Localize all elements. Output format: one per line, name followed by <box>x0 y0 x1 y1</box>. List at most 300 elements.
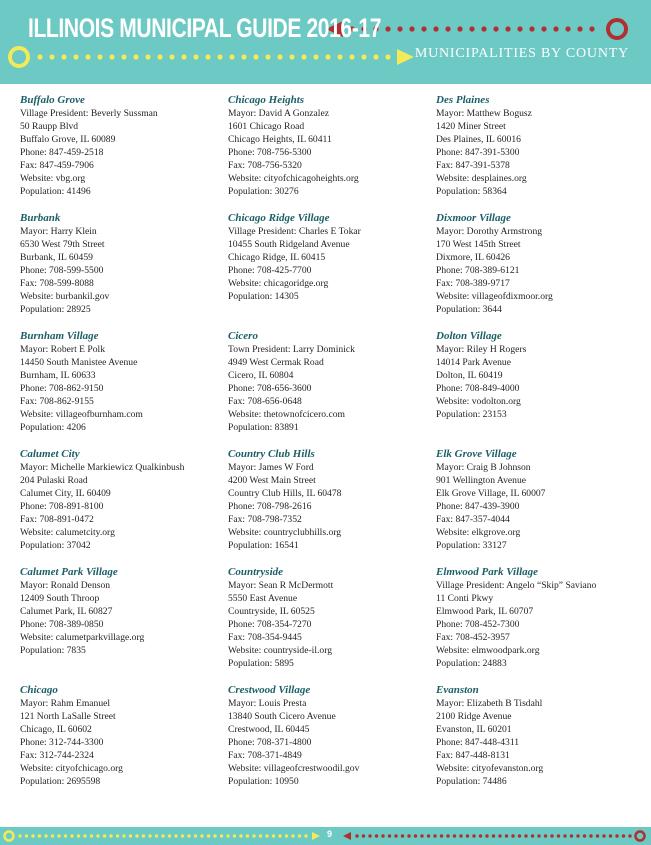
municipality-detail-line: 2100 Ridge Avenue <box>436 711 512 722</box>
municipality-detail-line: Mayor: Craig B Johnson <box>436 462 531 473</box>
municipality-detail-line: 4200 West Main Street <box>228 475 316 486</box>
dot-decoration <box>51 834 54 837</box>
dot-decoration <box>459 834 462 837</box>
page-title: ILLINOIS MUNICIPAL GUIDE 2016-17 <box>28 13 382 43</box>
municipality-detail-line: Website: cityofevanston.org <box>436 763 544 774</box>
municipality-detail-line: Calumet Park, IL 60827 <box>20 606 113 617</box>
municipality-detail-line: Fax: 708-389-9717 <box>436 278 510 289</box>
municipality-detail-line: 1420 Miner Street <box>436 121 506 132</box>
dot-decoration <box>135 834 138 837</box>
page-footer <box>0 827 651 845</box>
municipality-detail-line: Phone: 708-756-5300 <box>228 147 312 158</box>
dot-decoration <box>622 834 625 837</box>
dot-decoration <box>381 834 384 837</box>
dot-decoration <box>553 26 558 31</box>
dot-decoration <box>550 834 553 837</box>
dot-decoration <box>44 834 47 837</box>
dot-decoration <box>466 834 469 837</box>
municipality-detail-line: Burnham, IL 60633 <box>20 370 96 381</box>
municipality-name: Buffalo Grove <box>20 94 85 106</box>
municipality-detail-line: 6530 West 79th Street <box>20 239 105 250</box>
dot-decoration <box>388 834 391 837</box>
municipality-detail-line: Population: 16541 <box>228 540 299 551</box>
municipality-detail-line: Mayor: Dorothy Armstrong <box>436 226 543 237</box>
municipality-entry <box>436 211 641 329</box>
dot-decoration <box>385 54 390 59</box>
yellow-arrow-icon <box>312 832 320 840</box>
dot-decoration <box>169 54 174 59</box>
dot-decoration <box>181 54 186 59</box>
dot-decoration <box>433 834 436 837</box>
municipality-detail-line: Website: cityofchicago.org <box>20 763 123 774</box>
dot-decoration <box>90 834 93 837</box>
municipality-name: Des Plaines <box>436 94 490 106</box>
dot-decoration <box>401 834 404 837</box>
dot-decoration <box>205 54 210 59</box>
municipality-detail-line: Website: vodolton.org <box>436 396 521 407</box>
municipality-name: Burnham Village <box>20 330 99 342</box>
dot-decoration <box>96 834 99 837</box>
dot-decoration <box>73 54 78 59</box>
dot-decoration <box>505 834 508 837</box>
dot-decoration <box>217 54 222 59</box>
municipality-detail-line: Village President: Charles E Tokar <box>228 226 361 237</box>
dot-decoration <box>31 834 34 837</box>
municipality-name: Cicero <box>228 330 258 342</box>
municipality-detail-line: Town President: Larry Dominick <box>228 344 355 355</box>
dot-decoration <box>373 54 378 59</box>
dot-decoration <box>628 834 631 837</box>
municipality-detail-line: Population: 58364 <box>436 186 507 197</box>
municipality-detail-line: 5550 East Avenue <box>228 593 298 604</box>
dot-decoration <box>453 834 456 837</box>
municipality-detail-line: Population: 83891 <box>228 422 299 433</box>
municipality-name: Calumet City <box>20 448 80 460</box>
dot-decoration <box>193 54 198 59</box>
dot-decoration <box>517 26 522 31</box>
dot-decoration <box>85 54 90 59</box>
municipality-detail-line: Population: 28925 <box>20 304 91 315</box>
municipality-detail-line: 204 Pulaski Road <box>20 475 88 486</box>
municipality-detail-line: Phone: 708-862-9150 <box>20 383 104 394</box>
municipality-name: Elmwood Park Village <box>436 566 539 578</box>
municipality-name: Elk Grove Village <box>436 448 517 460</box>
dot-decoration <box>168 834 171 837</box>
municipality-detail-line: Mayor: Ronald Denson <box>20 580 111 591</box>
dot-decoration <box>148 834 151 837</box>
dot-decoration <box>602 834 605 837</box>
municipality-entry <box>20 447 225 565</box>
municipality-detail-line: Mayor: David A Gonzalez <box>228 108 329 119</box>
dot-decoration <box>615 834 618 837</box>
dot-decoration <box>505 26 510 31</box>
municipality-detail-line: Phone: 708-425-7700 <box>228 265 312 276</box>
municipality-detail-line: Website: desplaines.org <box>436 173 527 184</box>
dot-decoration <box>492 834 495 837</box>
municipality-detail-line: Crestwood, IL 60445 <box>228 724 310 735</box>
municipality-detail-line: 12409 South Throop <box>20 593 100 604</box>
dot-decoration <box>355 834 358 837</box>
dot-decoration <box>481 26 486 31</box>
dot-decoration <box>485 834 488 837</box>
red-ring-icon <box>636 832 645 841</box>
dot-decoration <box>57 834 60 837</box>
municipality-detail-line: Mayor: Robert E Polk <box>20 344 106 355</box>
dot-decoration <box>479 834 482 837</box>
dot-decoration <box>583 834 586 837</box>
municipality-detail-line: Website: elmwoodpark.org <box>436 645 540 656</box>
municipality-detail-line: Fax: 708-354-9445 <box>228 632 302 643</box>
dot-decoration <box>301 54 306 59</box>
dot-decoration <box>544 834 547 837</box>
municipality-entry <box>20 329 225 447</box>
municipality-detail-line: Mayor: Louis Presta <box>228 698 307 709</box>
dot-decoration <box>278 834 281 837</box>
dot-decoration <box>109 54 114 59</box>
municipality-detail-line: Website: calumetcity.org <box>20 527 115 538</box>
dot-decoration <box>304 834 307 837</box>
yellow-ring-icon <box>10 48 28 66</box>
municipality-detail-line: Mayor: Riley H Rogers <box>436 344 527 355</box>
dot-decoration <box>518 834 521 837</box>
dot-decoration <box>155 834 158 837</box>
municipality-name: Country Club Hills <box>228 448 315 460</box>
municipality-detail-line: Phone: 312-744-3300 <box>20 737 104 748</box>
municipality-detail-line: Burbank, IL 60459 <box>20 252 93 263</box>
municipality-detail-line: 11 Conti Pkwy <box>436 593 494 604</box>
municipality-detail-line: Population: 24883 <box>436 658 507 669</box>
municipality-detail-line: Website: cityofchicagoheights.org <box>228 173 359 184</box>
municipality-detail-line: Fax: 708-452-3957 <box>436 632 510 643</box>
municipality-entry <box>20 211 225 329</box>
municipality-detail-line: Fax: 708-798-7352 <box>228 514 302 525</box>
municipality-detail-line: Fax: 708-599-8088 <box>20 278 94 289</box>
municipality-detail-line: Chicago Heights, IL 60411 <box>228 134 332 145</box>
municipality-detail-line: Phone: 708-389-6121 <box>436 265 520 276</box>
municipality-detail-line: Village President: Beverly Sussman <box>20 108 158 119</box>
dot-decoration <box>537 834 540 837</box>
municipality-detail-line: Population: 37042 <box>20 540 91 551</box>
dot-decoration <box>529 26 534 31</box>
dot-decoration <box>498 834 501 837</box>
municipality-detail-line: Population: 41496 <box>20 186 91 197</box>
municipality-detail-line: Fax: 312-744-2324 <box>20 750 94 761</box>
dot-decoration <box>531 834 534 837</box>
page-header <box>0 0 651 84</box>
dot-decoration <box>233 834 236 837</box>
dot-decoration <box>200 834 203 837</box>
yellow-dotted-arrow-icon <box>37 49 414 65</box>
dot-decoration <box>609 834 612 837</box>
dot-decoration <box>385 26 390 31</box>
municipality-detail-line: Fax: 708-656-0648 <box>228 396 302 407</box>
municipality-detail-line: Phone: 708-371-4800 <box>228 737 312 748</box>
municipality-detail-line: Phone: 847-448-4311 <box>436 737 520 748</box>
dot-decoration <box>291 834 294 837</box>
dot-decoration <box>420 834 423 837</box>
dot-decoration <box>64 834 67 837</box>
dot-decoration <box>589 26 594 31</box>
dot-decoration <box>362 834 365 837</box>
dot-decoration <box>576 834 579 837</box>
dot-decoration <box>103 834 106 837</box>
municipality-detail-line: Fax: 847-459-7906 <box>20 160 94 171</box>
dot-decoration <box>265 54 270 59</box>
municipality-detail-line: 14450 South Manistee Avenue <box>20 357 138 368</box>
municipality-detail-line: Calumet City, IL 60409 <box>20 488 111 499</box>
municipality-detail-line: Village President: Angelo “Skip” Saviano <box>436 580 597 591</box>
dot-decoration <box>61 54 66 59</box>
dot-decoration <box>277 54 282 59</box>
municipality-detail-line: Phone: 708-849-4000 <box>436 383 520 394</box>
municipality-detail-line: Chicago, IL 60602 <box>20 724 92 735</box>
dot-decoration <box>70 834 73 837</box>
dot-decoration <box>298 834 301 837</box>
municipality-entry <box>228 211 433 329</box>
dot-decoration <box>427 834 430 837</box>
dot-decoration <box>289 54 294 59</box>
municipality-detail-line: Website: villageofdixmoor.org <box>436 291 553 302</box>
dot-decoration <box>77 834 80 837</box>
column-2 <box>228 93 433 801</box>
dot-decoration <box>220 834 223 837</box>
municipality-detail-line: Countryside, IL 60525 <box>228 606 315 617</box>
dot-decoration <box>116 834 119 837</box>
municipality-detail-line: Cicero, IL 60804 <box>228 370 294 381</box>
municipality-detail-line: Phone: 847-459-2518 <box>20 147 104 158</box>
dot-decoration <box>97 54 102 59</box>
dot-decoration <box>285 834 288 837</box>
municipality-detail-line: Population: 5895 <box>228 658 294 669</box>
municipality-detail-line: 1601 Chicago Road <box>228 121 305 132</box>
dot-decoration <box>207 834 210 837</box>
municipality-detail-line: Phone: 708-891-8100 <box>20 501 104 512</box>
municipality-entry <box>228 447 433 565</box>
municipality-detail-line: Website: villageofcrestwoodil.gov <box>228 763 360 774</box>
section-subtitle: MUNICIPALITIES BY COUNTY <box>414 46 629 61</box>
dot-decoration <box>469 26 474 31</box>
municipality-detail-line: Fax: 847-391-5378 <box>436 160 510 171</box>
dot-decoration <box>407 834 410 837</box>
red-arrow-icon <box>343 832 351 840</box>
dot-decoration <box>265 834 268 837</box>
municipality-detail-line: 10455 South Ridgeland Avenue <box>228 239 350 250</box>
municipality-detail-line: Phone: 708-798-2616 <box>228 501 312 512</box>
dot-decoration <box>375 834 378 837</box>
municipality-entry <box>436 683 641 801</box>
municipality-name: Chicago <box>20 684 58 696</box>
municipality-entry <box>436 329 641 447</box>
dot-decoration <box>313 54 318 59</box>
municipality-detail-line: Website: villageofburnham.com <box>20 409 143 420</box>
municipality-detail-line: Phone: 708-452-7300 <box>436 619 520 630</box>
dot-decoration <box>194 834 197 837</box>
municipality-name: Dixmoor Village <box>436 212 511 224</box>
municipality-detail-line: Dixmore, IL 60426 <box>436 252 510 263</box>
dot-decoration <box>337 54 342 59</box>
dot-decoration <box>246 834 249 837</box>
dot-decoration <box>325 54 330 59</box>
dot-decoration <box>145 54 150 59</box>
municipality-detail-line: 170 West 145th Street <box>436 239 521 250</box>
dot-decoration <box>253 54 258 59</box>
municipality-detail-line: Population: 23153 <box>436 409 507 420</box>
municipality-entry <box>20 565 225 683</box>
dot-decoration <box>37 54 42 59</box>
municipality-detail-line: Mayor: Matthew Bogusz <box>436 108 532 119</box>
dot-decoration <box>213 834 216 837</box>
municipality-detail-line: Website: countryside-il.org <box>228 645 333 656</box>
municipality-detail-line: Website: thetownofcicero.com <box>228 409 345 420</box>
dot-decoration <box>18 834 21 837</box>
municipality-entry <box>436 93 641 211</box>
dot-decoration <box>129 834 132 837</box>
municipality-detail-line: Fax: 847-357-4044 <box>436 514 510 525</box>
dot-decoration <box>157 54 162 59</box>
municipality-detail-line: Population: 4206 <box>20 422 86 433</box>
municipality-detail-line: Phone: 708-354-7270 <box>228 619 312 630</box>
dot-decoration <box>259 834 262 837</box>
dot-decoration <box>409 26 414 31</box>
municipality-detail-line: Mayor: James W Ford <box>228 462 314 473</box>
municipality-detail-line: Population: 74486 <box>436 776 507 787</box>
municipality-detail-line: Population: 14305 <box>228 291 299 302</box>
dot-decoration <box>446 834 449 837</box>
dot-decoration <box>565 26 570 31</box>
municipality-detail-line: Elmwood Park, IL 60707 <box>436 606 534 617</box>
dot-decoration <box>397 26 402 31</box>
dot-decoration <box>524 834 527 837</box>
municipality-name: Burbank <box>20 212 61 224</box>
municipality-entry <box>228 329 433 447</box>
dot-decoration <box>596 834 599 837</box>
dot-decoration <box>472 834 475 837</box>
dot-decoration <box>83 834 86 837</box>
municipality-detail-line: Population: 30276 <box>228 186 299 197</box>
municipality-entry <box>436 447 641 565</box>
municipality-detail-line: Fax: 708-371-4849 <box>228 750 302 761</box>
municipality-detail-line: Mayor: Rahm Emanuel <box>20 698 111 709</box>
dot-decoration <box>361 54 366 59</box>
municipality-detail-line: 901 Wellington Avenue <box>436 475 527 486</box>
red-ring-icon <box>608 20 626 38</box>
dot-decoration <box>38 834 41 837</box>
municipality-detail-line: Mayor: Harry Klein <box>20 226 97 237</box>
municipality-entry <box>436 565 641 683</box>
dot-decoration <box>239 834 242 837</box>
municipality-detail-line: Mayor: Sean R McDermott <box>228 580 334 591</box>
municipality-detail-line: Chicago Ridge, IL 60415 <box>228 252 326 263</box>
dot-decoration <box>414 834 417 837</box>
dot-decoration <box>563 834 566 837</box>
municipality-detail-line: Phone: 708-599-5500 <box>20 265 104 276</box>
municipality-detail-line: Des Plaines, IL 60016 <box>436 134 521 145</box>
municipality-detail-line: Fax: 708-891-0472 <box>20 514 94 525</box>
municipality-detail-line: Phone: 847-391-5300 <box>436 147 520 158</box>
municipality-detail-line: Website: chicagoridge.org <box>228 278 329 289</box>
dot-decoration <box>121 54 126 59</box>
dot-decoration <box>272 834 275 837</box>
dot-decoration <box>161 834 164 837</box>
municipality-name: Calumet Park Village <box>20 566 118 578</box>
municipality-name: Crestwood Village <box>228 684 311 696</box>
municipality-detail-line: Population: 3644 <box>436 304 502 315</box>
dot-decoration <box>229 54 234 59</box>
dot-decoration <box>349 54 354 59</box>
municipality-detail-line: Population: 7835 <box>20 645 86 656</box>
page-number: 9 <box>327 829 333 839</box>
yellow-ring-icon <box>5 832 14 841</box>
dot-decoration <box>511 834 514 837</box>
municipality-detail-line: 50 Raupp Blvd <box>20 121 79 132</box>
municipality-detail-line: Buffalo Grove, IL 60089 <box>20 134 116 145</box>
dot-decoration <box>368 834 371 837</box>
municipality-detail-line: Website: countryclubhills.org <box>228 527 342 538</box>
municipality-name: Evanston <box>436 684 479 696</box>
dot-decoration <box>174 834 177 837</box>
municipality-detail-line: Dolton, IL 60419 <box>436 370 503 381</box>
dot-decoration <box>133 54 138 59</box>
municipality-name: Dolton Village <box>436 330 502 342</box>
municipality-name: Chicago Ridge Village <box>228 212 330 224</box>
municipality-entry <box>228 93 433 211</box>
municipality-entry <box>20 93 225 211</box>
municipality-detail-line: Website: elkgrove.org <box>436 527 521 538</box>
municipality-detail-line: Phone: 847-439-3900 <box>436 501 520 512</box>
dot-decoration <box>187 834 190 837</box>
municipality-entry <box>20 683 225 801</box>
dot-decoration <box>577 26 582 31</box>
municipality-detail-line: Evanston, IL 60201 <box>436 724 512 735</box>
dot-decoration <box>541 26 546 31</box>
dot-decoration <box>433 26 438 31</box>
dot-decoration <box>493 26 498 31</box>
municipality-detail-line: Elk Grove Village, IL 60007 <box>436 488 546 499</box>
dot-decoration <box>440 834 443 837</box>
dot-decoration <box>25 834 28 837</box>
municipality-detail-line: Website: burbankil.gov <box>20 291 110 302</box>
column-1 <box>20 93 225 801</box>
dot-decoration <box>252 834 255 837</box>
dot-decoration <box>241 54 246 59</box>
municipality-name: Chicago Heights <box>228 94 305 106</box>
dot-decoration <box>181 834 184 837</box>
municipality-detail-line: 14014 Park Avenue <box>436 357 511 368</box>
municipality-detail-line: Phone: 708-389-0850 <box>20 619 104 630</box>
dot-decoration <box>457 26 462 31</box>
municipality-detail-line: Country Club Hills, IL 60478 <box>228 488 342 499</box>
municipality-detail-line: Mayor: Michelle Markiewicz Qualkinbush <box>20 462 185 473</box>
municipality-detail-line: Website: vbg.org <box>20 173 86 184</box>
dot-decoration <box>109 834 112 837</box>
municipality-detail-line: Population: 10950 <box>228 776 299 787</box>
dot-decoration <box>421 26 426 31</box>
dot-decoration <box>142 834 145 837</box>
municipality-entry <box>228 683 433 801</box>
dot-decoration <box>226 834 229 837</box>
dot-decoration <box>445 26 450 31</box>
dot-decoration <box>570 834 573 837</box>
column-3 <box>436 93 641 801</box>
municipality-detail-line: Population: 33127 <box>436 540 507 551</box>
municipality-detail-line: Mayor: Elizabeth B Tisdahl <box>436 698 543 709</box>
municipality-detail-line: Phone: 708-656-3600 <box>228 383 312 394</box>
municipality-detail-line: Population: 2695598 <box>20 776 101 787</box>
municipality-detail-line: Fax: 708-756-5320 <box>228 160 302 171</box>
dot-decoration <box>557 834 560 837</box>
dot-decoration <box>394 834 397 837</box>
municipality-detail-line: Website: calumetparkvillage.org <box>20 632 145 643</box>
